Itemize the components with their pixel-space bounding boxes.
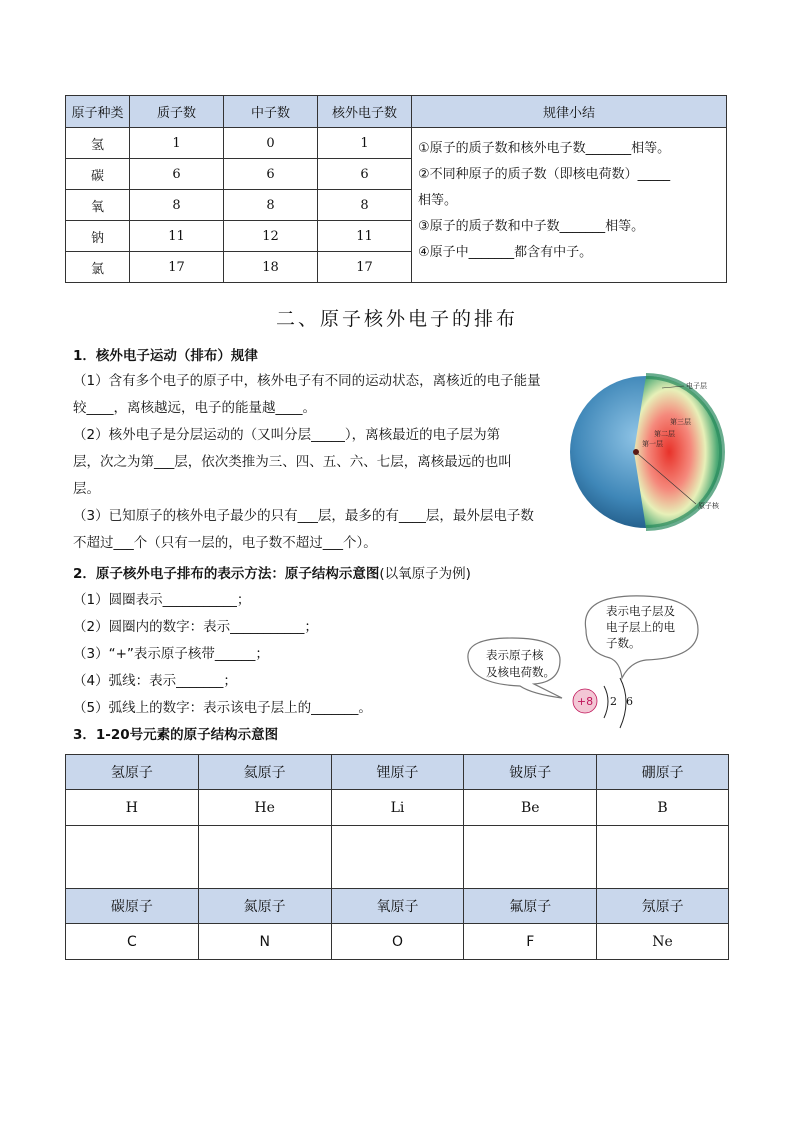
header-b: 硼原子 bbox=[597, 755, 729, 790]
header-summary: 规律小结 bbox=[412, 96, 727, 128]
symbol-cell: B bbox=[597, 790, 729, 826]
table-row bbox=[66, 128, 727, 159]
header-ne: 氖原子 bbox=[597, 889, 729, 924]
part1-line: 不超过___个（只有一层的，电子数不超过___个）。 bbox=[73, 535, 377, 551]
table-row bbox=[66, 790, 729, 826]
cell-electrons: 1 bbox=[318, 128, 412, 159]
symbol-cell: He bbox=[198, 790, 331, 826]
cell-neutrons: 18 bbox=[224, 252, 318, 283]
table-header-row bbox=[66, 755, 729, 790]
part2-line: （3）“+”表示原子核带______； bbox=[73, 646, 269, 662]
cell-electrons: 8 bbox=[318, 190, 412, 221]
cell-atom: 钠 bbox=[66, 221, 130, 252]
summary-line-2: ②不同种原子的质子数（即核电荷数）_____ bbox=[418, 167, 671, 182]
cell-atom: 氢 bbox=[66, 128, 130, 159]
part1-line: （2）核外电子是分层运动的（又叫分层_____），离核最近的电子层为第 bbox=[73, 427, 501, 443]
table-header-row bbox=[66, 96, 727, 128]
part1-line: （1）含有多个电子的原子中，核外电子有不同的运动状态，离核近的电子能量 bbox=[73, 373, 541, 389]
cell-protons: 8 bbox=[130, 190, 224, 221]
header-electrons: 核外电子数 bbox=[318, 96, 412, 128]
part2-line: （4）弧线：表示_______； bbox=[73, 673, 237, 689]
oxygen-structure-diagram bbox=[462, 588, 712, 748]
globe-label-nucleus: 原子核 bbox=[698, 502, 719, 510]
cell-atom: 碳 bbox=[66, 159, 130, 190]
part2-heading: 2．原子核外电子排布的表示方法：原子结构示意图 bbox=[73, 566, 380, 582]
part1-body bbox=[73, 368, 560, 557]
header-he: 氦原子 bbox=[198, 755, 331, 790]
part2-line: （1）圆圈表示___________； bbox=[73, 592, 251, 608]
header-atom-type: 原子种类 bbox=[66, 96, 130, 128]
part1-line: 层，次之为第___层，依次类推为三、四、五、六、七层，离核最远的也叫 bbox=[73, 454, 512, 470]
summary-cell bbox=[412, 128, 727, 283]
symbol-cell: Li bbox=[331, 790, 464, 826]
symbol-cell: O bbox=[331, 924, 464, 960]
cell-atom: 氧 bbox=[66, 190, 130, 221]
summary-line-3: ③原子的质子数和中子数_______相等。 bbox=[418, 219, 645, 234]
part1-line: 较____，离核越远，电子的能量越____。 bbox=[73, 400, 316, 416]
cell-neutrons: 8 bbox=[224, 190, 318, 221]
part1-line: （3）已知原子的核外电子最少的只有___层，最多的有____层，最外层电子数 bbox=[73, 508, 534, 524]
header-f: 氟原子 bbox=[464, 889, 597, 924]
cell-electrons: 6 bbox=[318, 159, 412, 190]
part2-line: （5）弧线上的数字：表示该电子层上的_______。 bbox=[73, 700, 372, 716]
cell-protons: 6 bbox=[130, 159, 224, 190]
symbol-cell: C bbox=[66, 924, 199, 960]
blank-answer-cell[interactable] bbox=[198, 826, 331, 889]
header-li: 锂原子 bbox=[331, 755, 464, 790]
globe-label-first: 第一层 bbox=[642, 440, 663, 448]
symbol-cell: Ne bbox=[597, 924, 729, 960]
summary-line-2b: 相等。 bbox=[418, 193, 458, 208]
cell-neutrons: 0 bbox=[224, 128, 318, 159]
table-row bbox=[66, 924, 729, 960]
symbol-cell: H bbox=[66, 790, 199, 826]
bubble-left-text: 表示原子核 及核电荷数。 bbox=[486, 648, 555, 679]
cell-protons: 1 bbox=[130, 128, 224, 159]
cell-electrons: 11 bbox=[318, 221, 412, 252]
header-protons: 质子数 bbox=[130, 96, 224, 128]
cell-electrons: 17 bbox=[318, 252, 412, 283]
blank-answer-cell[interactable] bbox=[331, 826, 464, 889]
section-title: 二、原子核外电子的排布 bbox=[275, 308, 518, 330]
part1-line: 层。 bbox=[73, 481, 100, 497]
part2-body bbox=[73, 587, 473, 722]
part3-heading: 3．1-20号元素的原子结构示意图 bbox=[73, 727, 279, 743]
cell-protons: 17 bbox=[130, 252, 224, 283]
part1-heading: 1．核外电子运动（排布）规律 bbox=[73, 348, 258, 364]
header-be: 铍原子 bbox=[464, 755, 597, 790]
header-n: 氮原子 bbox=[198, 889, 331, 924]
blank-answer-cell[interactable] bbox=[66, 826, 199, 889]
electron-shell-globe bbox=[566, 372, 726, 532]
atom-composition-table bbox=[65, 95, 727, 283]
part2-line: （2）圆圈内的数字：表示___________； bbox=[73, 619, 318, 635]
table-row bbox=[66, 826, 729, 889]
shell-1-count: 2 bbox=[610, 695, 617, 708]
symbol-cell: N bbox=[198, 924, 331, 960]
cell-protons: 11 bbox=[130, 221, 224, 252]
cell-atom: 氯 bbox=[66, 252, 130, 283]
summary-line-1: ①原子的质子数和核外电子数_______相等。 bbox=[418, 141, 671, 156]
summary-line-4: ④原子中_______都含有中子。 bbox=[418, 245, 593, 260]
shell-arc-1 bbox=[604, 686, 608, 718]
bubble-right-text: 表示电子层及 电子层上的电 子数。 bbox=[606, 604, 675, 650]
blank-answer-cell[interactable] bbox=[464, 826, 597, 889]
part2-heading-note: (以氧原子为例) bbox=[379, 566, 471, 582]
cell-neutrons: 12 bbox=[224, 221, 318, 252]
atom-structure-table bbox=[65, 754, 729, 960]
cell-neutrons: 6 bbox=[224, 159, 318, 190]
symbol-cell: Be bbox=[464, 790, 597, 826]
blank-answer-cell[interactable] bbox=[597, 826, 729, 889]
header-o: 氧原子 bbox=[331, 889, 464, 924]
symbol-cell: F bbox=[464, 924, 597, 960]
globe-label-shell: 电子层 bbox=[686, 382, 707, 390]
part2-heading-row bbox=[73, 561, 471, 588]
globe-label-second: 第二层 bbox=[654, 430, 675, 438]
globe-label-third: 第三层 bbox=[670, 418, 691, 426]
nucleus-charge: +8 bbox=[576, 695, 594, 708]
shell-2-count: 6 bbox=[626, 695, 633, 708]
header-c: 碳原子 bbox=[66, 889, 199, 924]
table-header-row bbox=[66, 889, 729, 924]
header-neutrons: 中子数 bbox=[224, 96, 318, 128]
header-h: 氢原子 bbox=[66, 755, 199, 790]
